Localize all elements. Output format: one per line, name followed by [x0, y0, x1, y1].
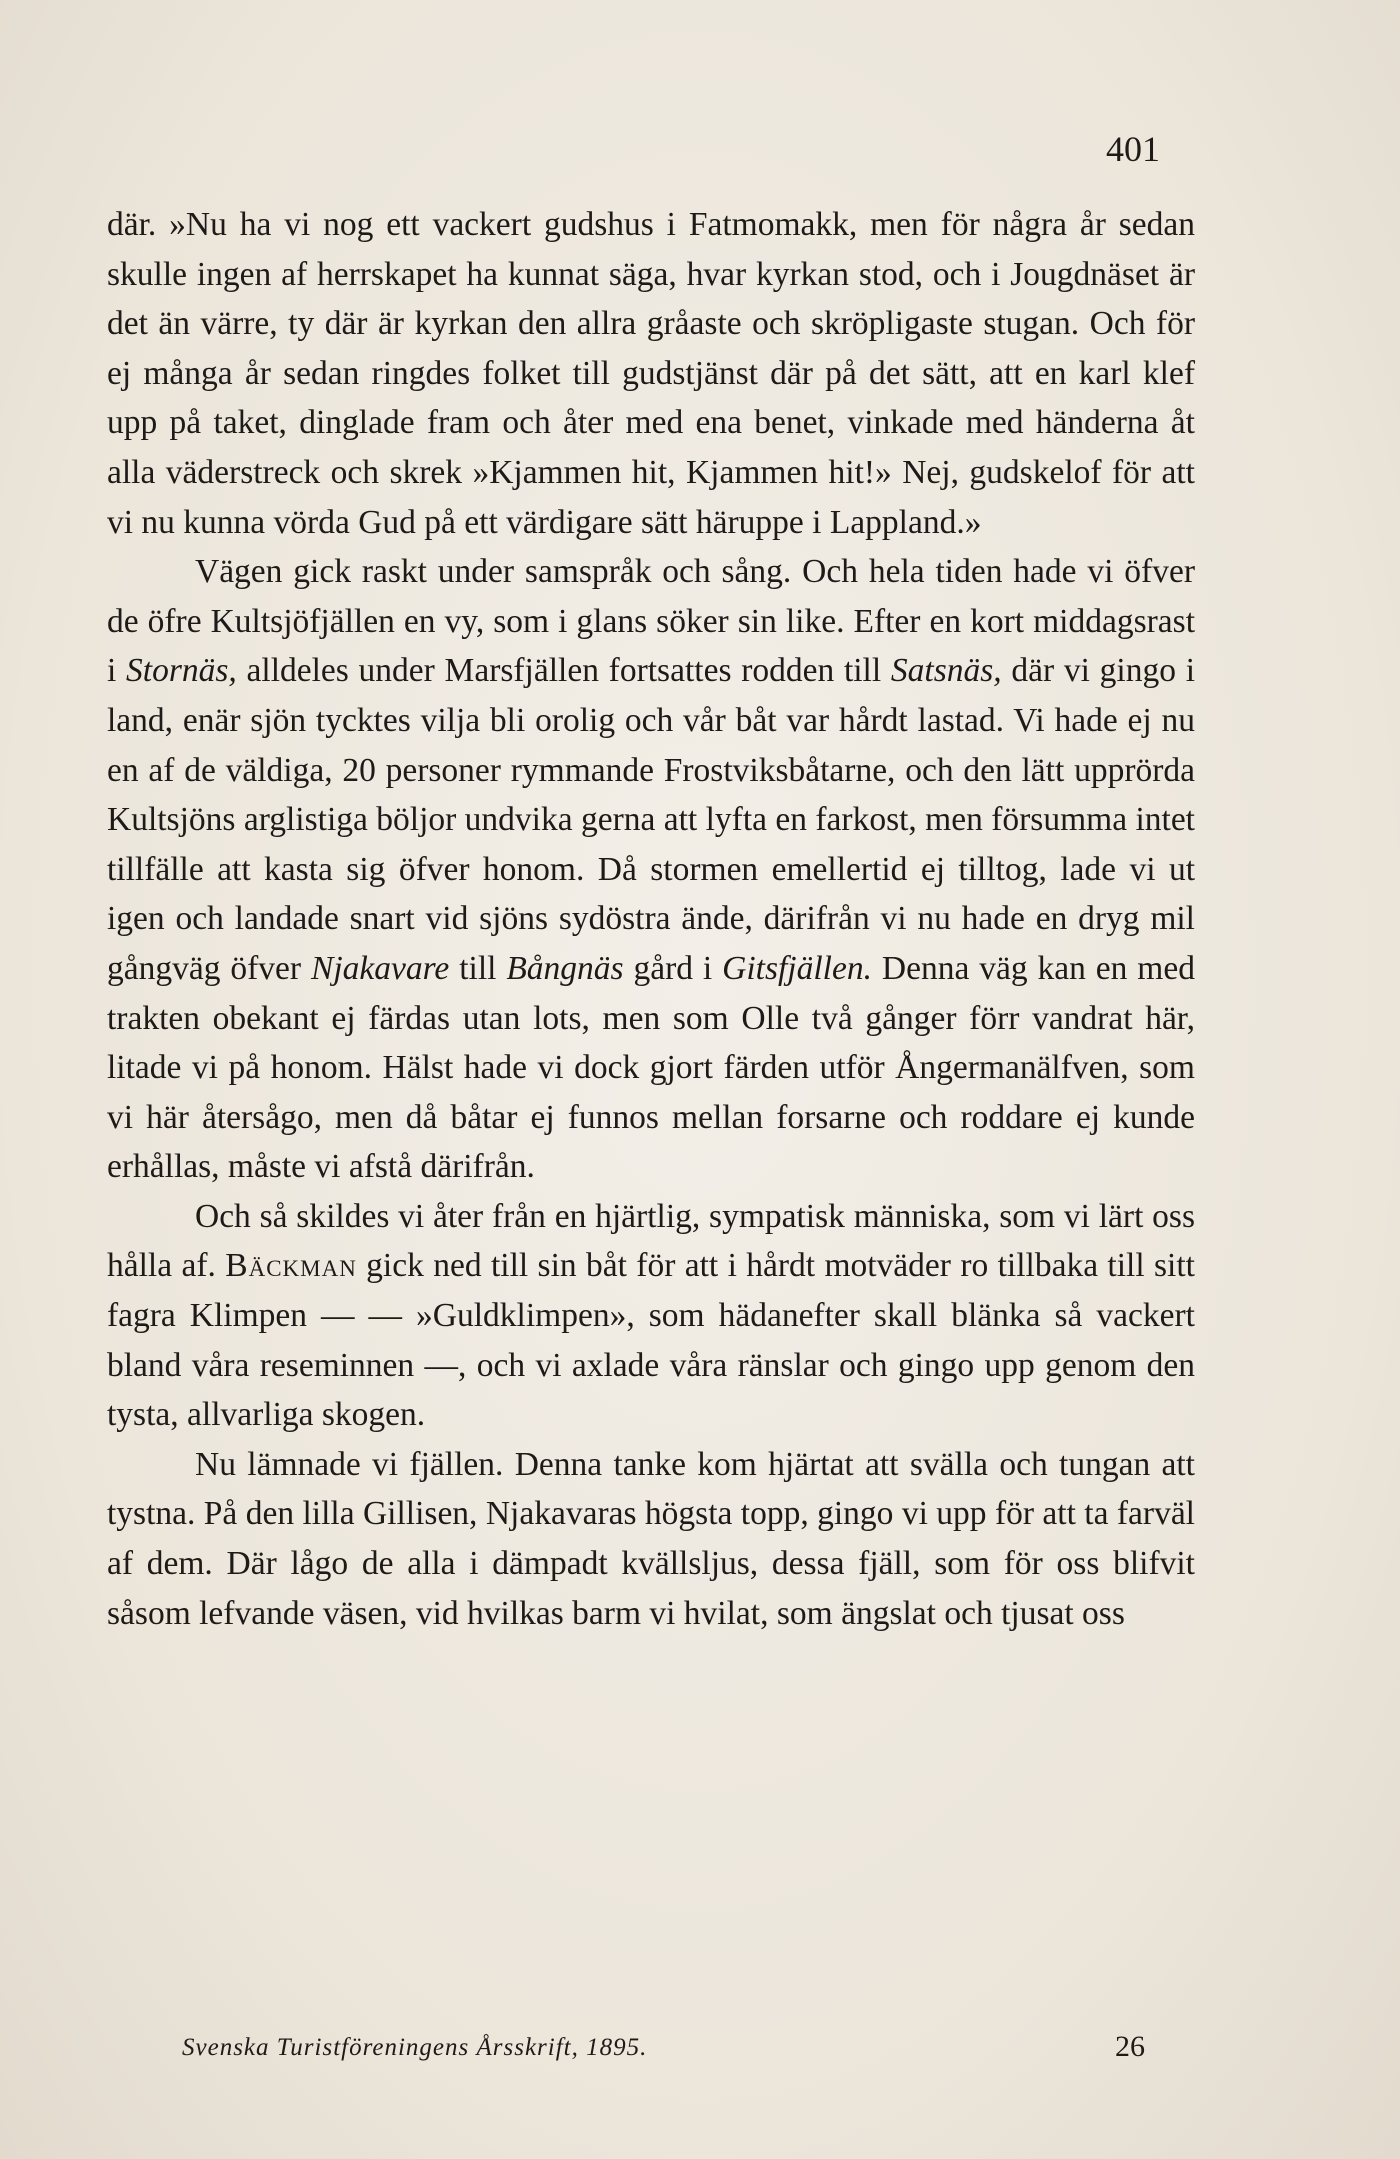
- text-run: Nu lämnade vi fjällen. Denna tanke kom hjärtat att svälla och tungan att tystna. På den lilla Gillisen, Njakavaras högsta topp, gingo vi upp för att ta farväl af dem. Där lågo de alla i dämpadt kvällsljus, dessa fjäll, som för oss blifvit såsom lefvande väsen, vid hvilkas barm vi hvilat, som ängslat och tjusat oss: [107, 1445, 1195, 1632]
- body-text: [107, 200, 1195, 1638]
- text-run: där vi gingo i land, enär sjön tycktes vilja bli orolig och vår båt var hårdt lastad. Vi hade ej nu en af de väldiga, 20 personer rymmande Frostviksbåtarne, och den lätt upprörda Kultsjöns arglistiga böljor undvika gerna att lyfta en farkost, men försumma intet tillfälle att kasta sig öfver honom. Då stormen emellertid ej tilltog, lade vi ut igen och landade snart vid sjöns sydöstra ände, därifrån vi nu hade en dryg mil gångväg öfver: [107, 652, 1195, 987]
- italic-place-name: Stornäs,: [126, 652, 237, 690]
- footer-journal-title: Svenska Turistföreningens Årsskrift, 1895.: [182, 2034, 648, 2061]
- paragraph: [107, 1440, 1195, 1638]
- page-number: 401: [1106, 129, 1160, 169]
- paragraph: [107, 1192, 1195, 1440]
- italic-place-name: Satsnäs,: [890, 652, 1002, 690]
- italic-place-name: Gitsfjällen.: [722, 949, 872, 987]
- text-run: Vägen gick raskt under samspråk och sång. Och hela tiden hade vi öfver de öfre Kultsjöfjällen en vy, som i glans söker sin like. Efter en kort middagsrast i: [107, 553, 1195, 690]
- paragraph: [107, 200, 1195, 547]
- text-run: Denna väg kan en med trakten obekant ej färdas utan lots, men som Olle två gånger förr vandrat här, litade vi på honom. Hälst hade vi dock gjort färden utför Ångermanälfven, som vi här återsågo, men då båtar ej funnos mellan forsarne och roddare ej kunde erhållas, måste vi afstå därifrån.: [107, 949, 1195, 1186]
- text-run: till: [449, 949, 507, 987]
- italic-place-name: Njakavare: [310, 949, 450, 987]
- footer-signature-mark: 26: [1115, 2030, 1145, 2063]
- text-run: alldeles under Marsfjällen fortsattes rodden till: [236, 652, 891, 690]
- small-caps-name: Bäckman: [225, 1247, 357, 1285]
- paragraph: [107, 547, 1195, 1192]
- italic-place-name: Bångnäs: [506, 949, 624, 987]
- text-run: Och så skildes vi åter från en hjärtlig, sympatisk människa, som vi lärt oss hålla af.: [107, 1197, 1195, 1285]
- text-run: gård i: [623, 949, 723, 987]
- text-run: där. »Nu ha vi nog ett vackert gudshus i Fatmomakk, men för några år sedan skulle ingen af herrskapet ha kunnat säga, hvar kyrkan stod, och i Jougdnäset är det än värre, ty där är kyrkan den allra gråaste och skröpligaste stugan. Och för ej många år sedan ringdes folket till gudstjänst där på det sätt, att en karl klef upp på taket, dinglade fram och åter med ena benet, vinkade med händerna åt alla väderstreck och skrek »Kjammen hit, Kjammen hit!» Nej, gudskelof för att vi nu kunna vörda Gud på ett värdigare sätt häruppe i Lappland.»: [107, 206, 1195, 541]
- text-run: gick ned till sin båt för att i hårdt motväder ro tillbaka till sitt fagra Klimpen — — »Guldklimpen», som hädanefter skall blänka så vackert bland våra reseminnen —, och vi axlade våra ränslar och gingo upp genom den tysta, allvarliga skogen.: [107, 1247, 1195, 1434]
